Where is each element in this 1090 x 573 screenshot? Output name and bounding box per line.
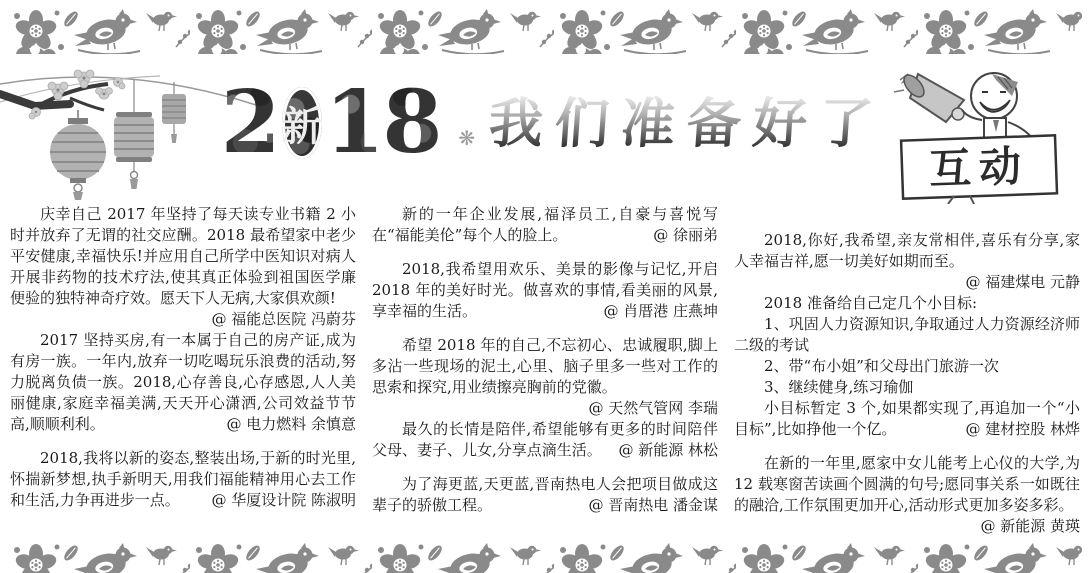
column-middle [372,204,718,537]
title-zero-badge: 新 [282,87,322,159]
attribution: @ 天然气管网 李瑞 [588,399,718,417]
cartoon-face [971,73,1018,119]
attribution: @ 电力燃料 余慎意 [226,415,356,433]
attribution: @ 华厦设计院 陈淑明 [211,491,356,509]
cylinder-lantern [114,80,154,189]
title-text: 我们准备好了 [486,91,888,155]
interaction-sign [901,135,1057,198]
paragraph: 小目标暂定 3 个,如果都实现了,再追加一个“小目标”,比如挣他一个亿。 @ 建材控股 林烨 [734,399,1080,438]
bottom-papercut-border [8,539,1082,573]
title-digit: 18 [324,72,441,173]
paragraph: 2017 坚持买房,有一本属于自己的房产证,成为有房一族。一年内,放弃一切吃喝玩乐浪费的活动,努力脱离负债一族。2018,心存善良,心存感恩,人人美丽健康,家庭幸福美满,天天开心潇洒,公司效益节节高,顺顺利利。 @ 电力燃料 余慎意 [10,331,356,433]
paragraph: 2018,你好,我希望,亲友常相伴,喜乐有分享,家人幸福吉祥,愿一切美好如期而至。 @ 福建煤电 元静 [734,231,1080,291]
attribution: @ 福能总医院 冯蔚芬 [211,310,356,328]
small-lantern [162,82,186,143]
svg-text:互动: 互动 [928,141,1030,194]
paragraph: 1、巩固人力资源知识,争取通过人力资源经济师二级的考试 [734,315,1080,354]
paragraph: 在新的一年里,愿家中女儿能考上心仪的大学,为 12 载寒窗苦读画个圆满的句号;愿同事关系一如既往的融洽,工作氛围更加开心,活动形式更加多姿多彩。 @ 新能源 黄瑛 [734,454,1080,535]
title-digit: 2 [220,72,279,173]
attribution: @ 肖厝港 庄燕坤 [603,302,718,320]
attribution: @ 福建煤电 元静 [965,273,1080,291]
top-papercut-border [8,5,1082,54]
flower-separator-icon: ❋ [458,126,476,150]
paragraph: 2、带“布小姐”和父母出门旅游一次 [764,357,999,375]
attribution: @ 徐丽弟 [653,226,718,244]
paragraph: 新的一年企业发展,福泽员工,自豪与喜悦写在“福能美伦”每个人的脸上。 @ 徐丽弟 [372,205,718,244]
attribution: @ 新能源 黄瑛 [980,517,1080,535]
paragraph: 2018,我希望用欢乐、美景的影像与记忆,开启 2018 年的美好时光。做喜欢的事情,看美丽的风景,享幸福的生活。 @ 肖厝港 庄燕坤 [372,260,718,320]
page-title [220,68,888,178]
megaphone-icon [900,72,964,122]
paragraph: 2018 准备给自己定几个小目标: [764,294,977,312]
column-right [734,204,1080,537]
round-lantern [50,110,106,200]
paragraph: 希望 2018 年的自己,不忘初心、忠诚履职,脚上多沾一些现场的泥土,心里、脑子里多一些对工作的思索和探究,用业绩擦亮胸前的党徽。 @ 天然气管网 李瑞 [372,336,718,417]
paragraph: 为了海更蓝,天更蓝,晋南热电人会把项目做成这辈子的骄傲工程。 @ 晋南热电 潘金谋 [372,475,718,514]
paragraph: 最久的长情是陪伴,希望能够有更多的时间陪伴父母、妻子、儿女,分享点滴生活。 @ 新能源 林松 [372,420,718,459]
megaphone-person-illustration [874,58,1086,204]
attribution: @ 新能源 林松 [618,441,718,459]
column-left [10,204,356,537]
attribution: @ 建材控股 林烨 [965,420,1080,438]
attribution: @ 晋南热电 潘金谋 [588,496,718,514]
reader-messages [8,204,1082,537]
paragraph: 庆幸自己 2017 年坚持了每天读专业书籍 2 小时并放弃了无谓的社交应酬。2018 最希望家中老少平安健康,幸福快乐!并应用自己所学中医知识对病人开展非药物的技术疗法,使其真正体验到祖国医学廉便验的独特神奇疗效。愿天下人无病,大家俱欢颜! @ 福能总医院 冯蔚芬 [10,205,356,328]
page-header [8,54,1082,200]
paragraph: 3、继续健身,练习瑜伽 [764,378,914,396]
paragraph: 2018,我将以新的姿态,整装出场,于新的时光里,怀揣新梦想,执手新明天,用我们福能精神用心去工作和生活,力争再进步一点。 @ 华厦设计院 陈淑明 [10,449,356,509]
